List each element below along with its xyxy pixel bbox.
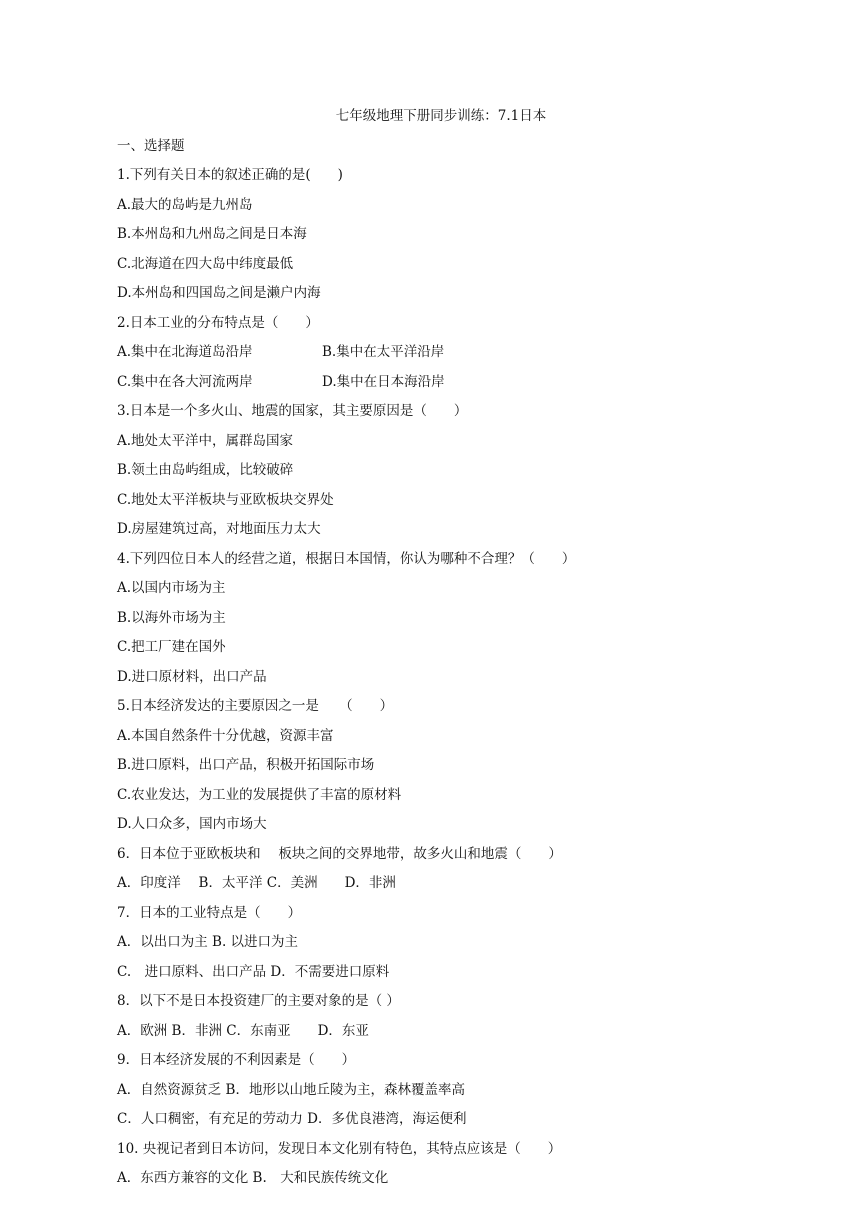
question-9: 9．日本经济发展的不利因素是（ ） [117,1052,356,1068]
question-7: 7．日本的工业特点是（ ） [117,904,302,921]
q5-option-b: B.进口原料，出口产品，积极开拓国际市场 [117,757,375,773]
q4-option-a: A.以国内市场为主 [117,580,226,596]
q3-option-c: C.地处太平洋板块与亚欧板块交界处 [117,491,334,508]
q1-option-d: D.本州岛和四国岛之间是濑户内海 [117,285,321,301]
q1-option-b: B.本州岛和九州岛之间是日本海 [117,226,307,242]
q2-option-a: A.集中在北海道岛沿岸 [117,344,253,360]
question-5: 5.日本经济发达的主要原因之一是 （ ） [117,698,394,714]
section-heading: 一、选择题 [117,137,185,154]
q3-option-b: B.领土由岛屿组成，比较破碎 [117,462,294,478]
q9-options-cd: C．人口稠密，有充足的劳动力 D．多优良港湾，海运便利 [117,1111,467,1127]
q2-option-d: D.集中在日本海沿岸 [322,373,445,390]
q8-options: A．欧洲 B．非洲 C．东南亚 D．东亚 [117,1022,369,1039]
q2-options-row-1 [117,342,757,372]
question-6: 6．日本位于亚欧板块和 板块之间的交界地带，故多火山和地震（ ） [117,845,562,862]
question-4: 4.下列四位日本人的经营之道，根据日本国情，你认为哪种不合理？（ ） [117,550,576,567]
q2-option-b: B.集中在太平洋沿岸 [322,344,445,360]
q5-option-a: A.本国自然条件十分优越，资源丰富 [117,727,334,744]
q5-option-c: C.农业发达，为工业的发展提供了丰富的原材料 [117,786,402,803]
q9-options-ab: A．自然资源贫乏 B．地形以山地丘陵为主，森林覆盖率高 [117,1081,465,1098]
q7-options-ab: A．以出口为主 B. 以进口为主 [117,934,299,950]
document-title: 七年级地理下册同步训练：7.1日本 [335,108,547,124]
q1-option-a: A.最大的岛屿是九州岛 [117,196,253,213]
q2-option-c: C.集中在各大河流两岸 [117,373,253,390]
q1-option-c: C.北海道在四大岛中纬度最低 [117,255,294,272]
question-1: 1.下列有关日本的叙述正确的是( ) [117,167,343,183]
q4-option-c: C.把工厂建在国外 [117,639,226,655]
q3-option-d: D.房屋建筑过高，对地面压力太大 [117,521,321,537]
q7-options-cd: C. 进口原料、出口产品 D．不需要进口原料 [117,963,390,980]
document-page [117,106,757,1198]
q2-options-row-2 [117,372,757,402]
question-2: 2.日本工业的分布特点是（ ） [117,314,319,331]
q3-option-a: A.地处太平洋中，属群岛国家 [117,432,294,449]
q5-option-d: D.人口众多，国内市场大 [117,816,267,832]
q10-options-ab: A．东西方兼容的文化 B. 大和民族传统文化 [117,1170,389,1186]
question-3: 3.日本是一个多火山、地震的国家，其主要原因是（ ） [117,403,468,419]
question-8: 8．以下不是日本投资建厂的主要对象的是（ ） [117,993,400,1009]
q4-option-d: D.进口原材料，出口产品 [117,668,267,685]
q6-options: A．印度洋 B．太平洋 C．美洲 D．非洲 [117,875,396,891]
question-10: 10. 央视记者到日本访问，发现日本文化别有特色，其特点应该是（ ） [117,1140,562,1157]
q4-option-b: B.以海外市场为主 [117,609,226,626]
